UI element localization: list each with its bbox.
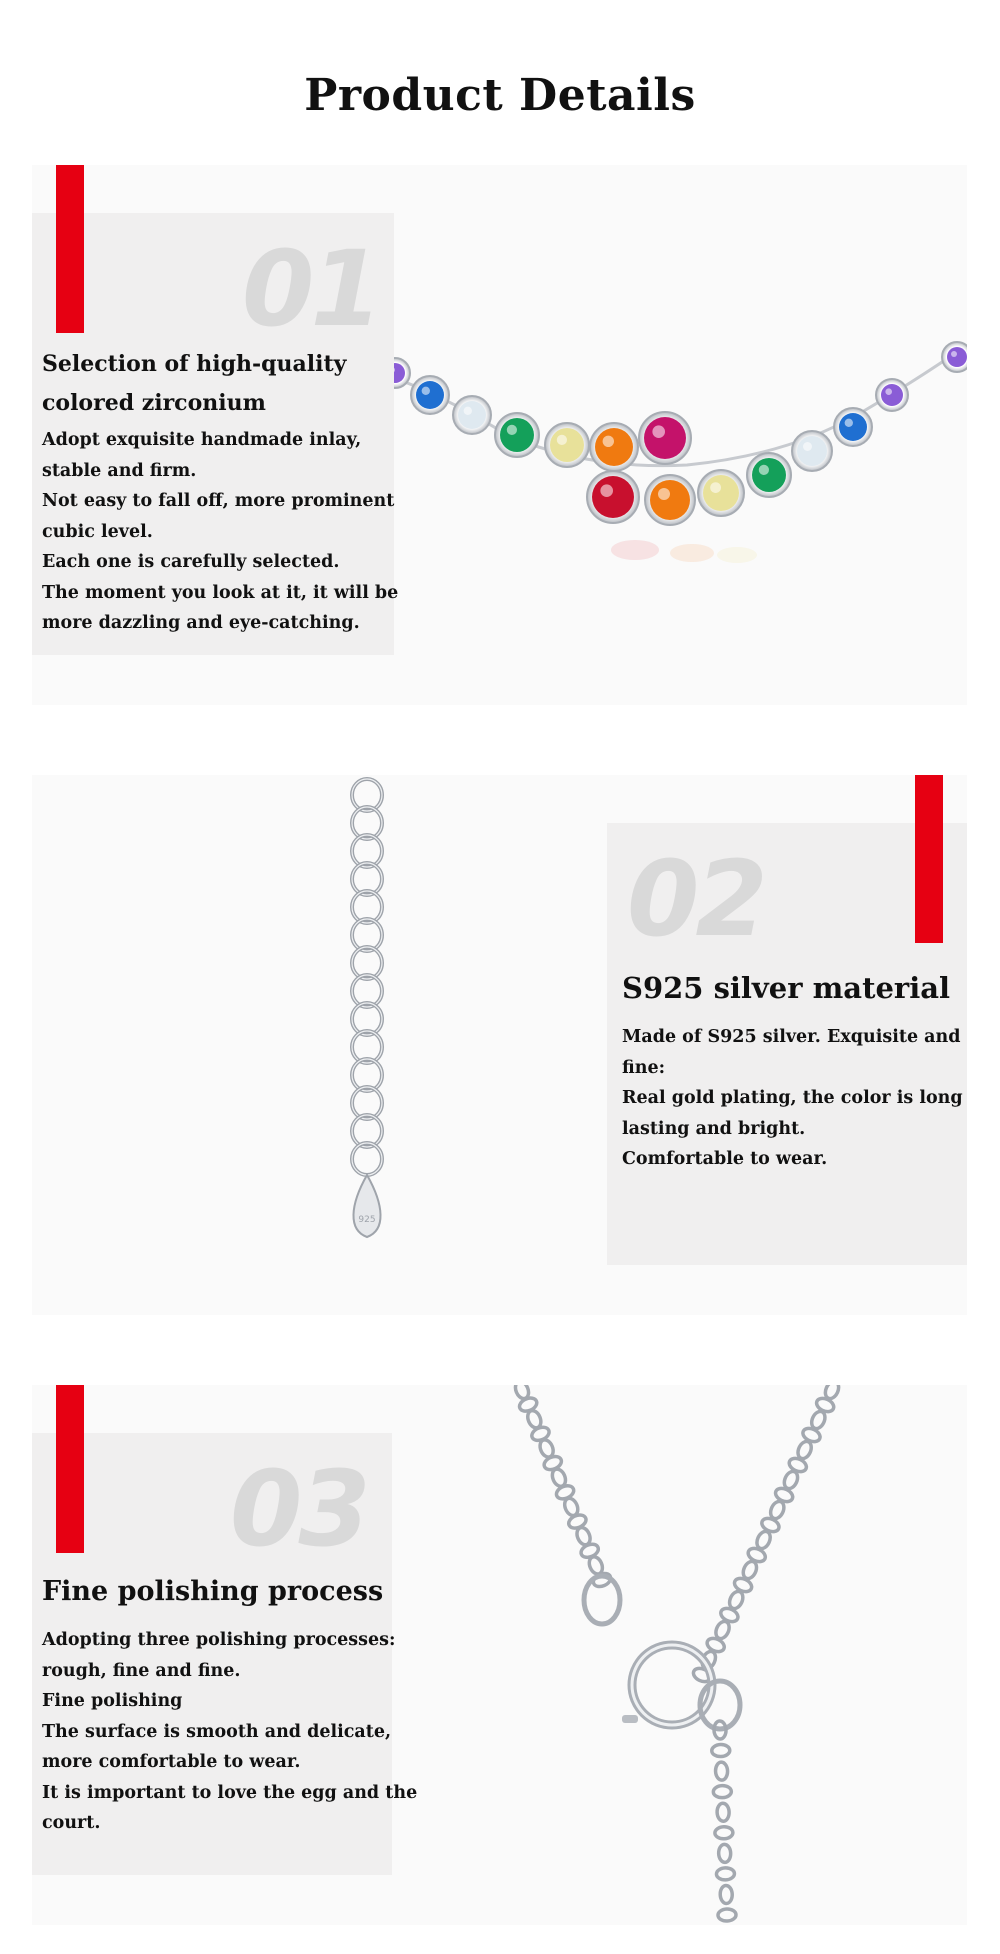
red-accent-bar	[56, 165, 84, 333]
red-accent-bar	[915, 775, 943, 943]
gemstone-necklace-image	[387, 335, 967, 585]
extender-chain-image	[322, 775, 412, 1255]
section-heading: Selection of high-quality colored zirconium	[42, 351, 347, 416]
section-number: 03	[230, 1448, 367, 1570]
section-description: Adopting three polishing processes: rough, fine and fine. Fine polishing The surface is smooth and delicate, more comfortable to wear. It is important to love the egg and the court.	[42, 1630, 418, 1833]
section-number: 02	[627, 838, 764, 960]
section-polishing	[32, 1385, 967, 1925]
page-title: Product Details	[304, 70, 696, 121]
red-accent-bar	[56, 1385, 84, 1553]
section-number: 01	[242, 228, 379, 350]
section-description: Adopt exquisite handmade inlay, stable and firm. Not easy to fall off, more prominent cubic level. Each one is carefully selected. The moment you look at it, it will be more dazzling and eye-catching.	[42, 430, 399, 633]
section-heading: S925 silver material	[622, 971, 951, 1005]
clasp-chain-image	[502, 1385, 862, 1925]
svg-text:925: 925	[358, 1215, 376, 1225]
section-zirconium	[32, 165, 967, 705]
section-heading: Fine polishing process	[42, 1576, 384, 1607]
section-silver	[32, 775, 967, 1315]
section-description: Made of S925 silver. Exquisite and fine: Real gold plating, the color is long lasting and bright. Comfortable to wear.	[622, 1027, 963, 1169]
